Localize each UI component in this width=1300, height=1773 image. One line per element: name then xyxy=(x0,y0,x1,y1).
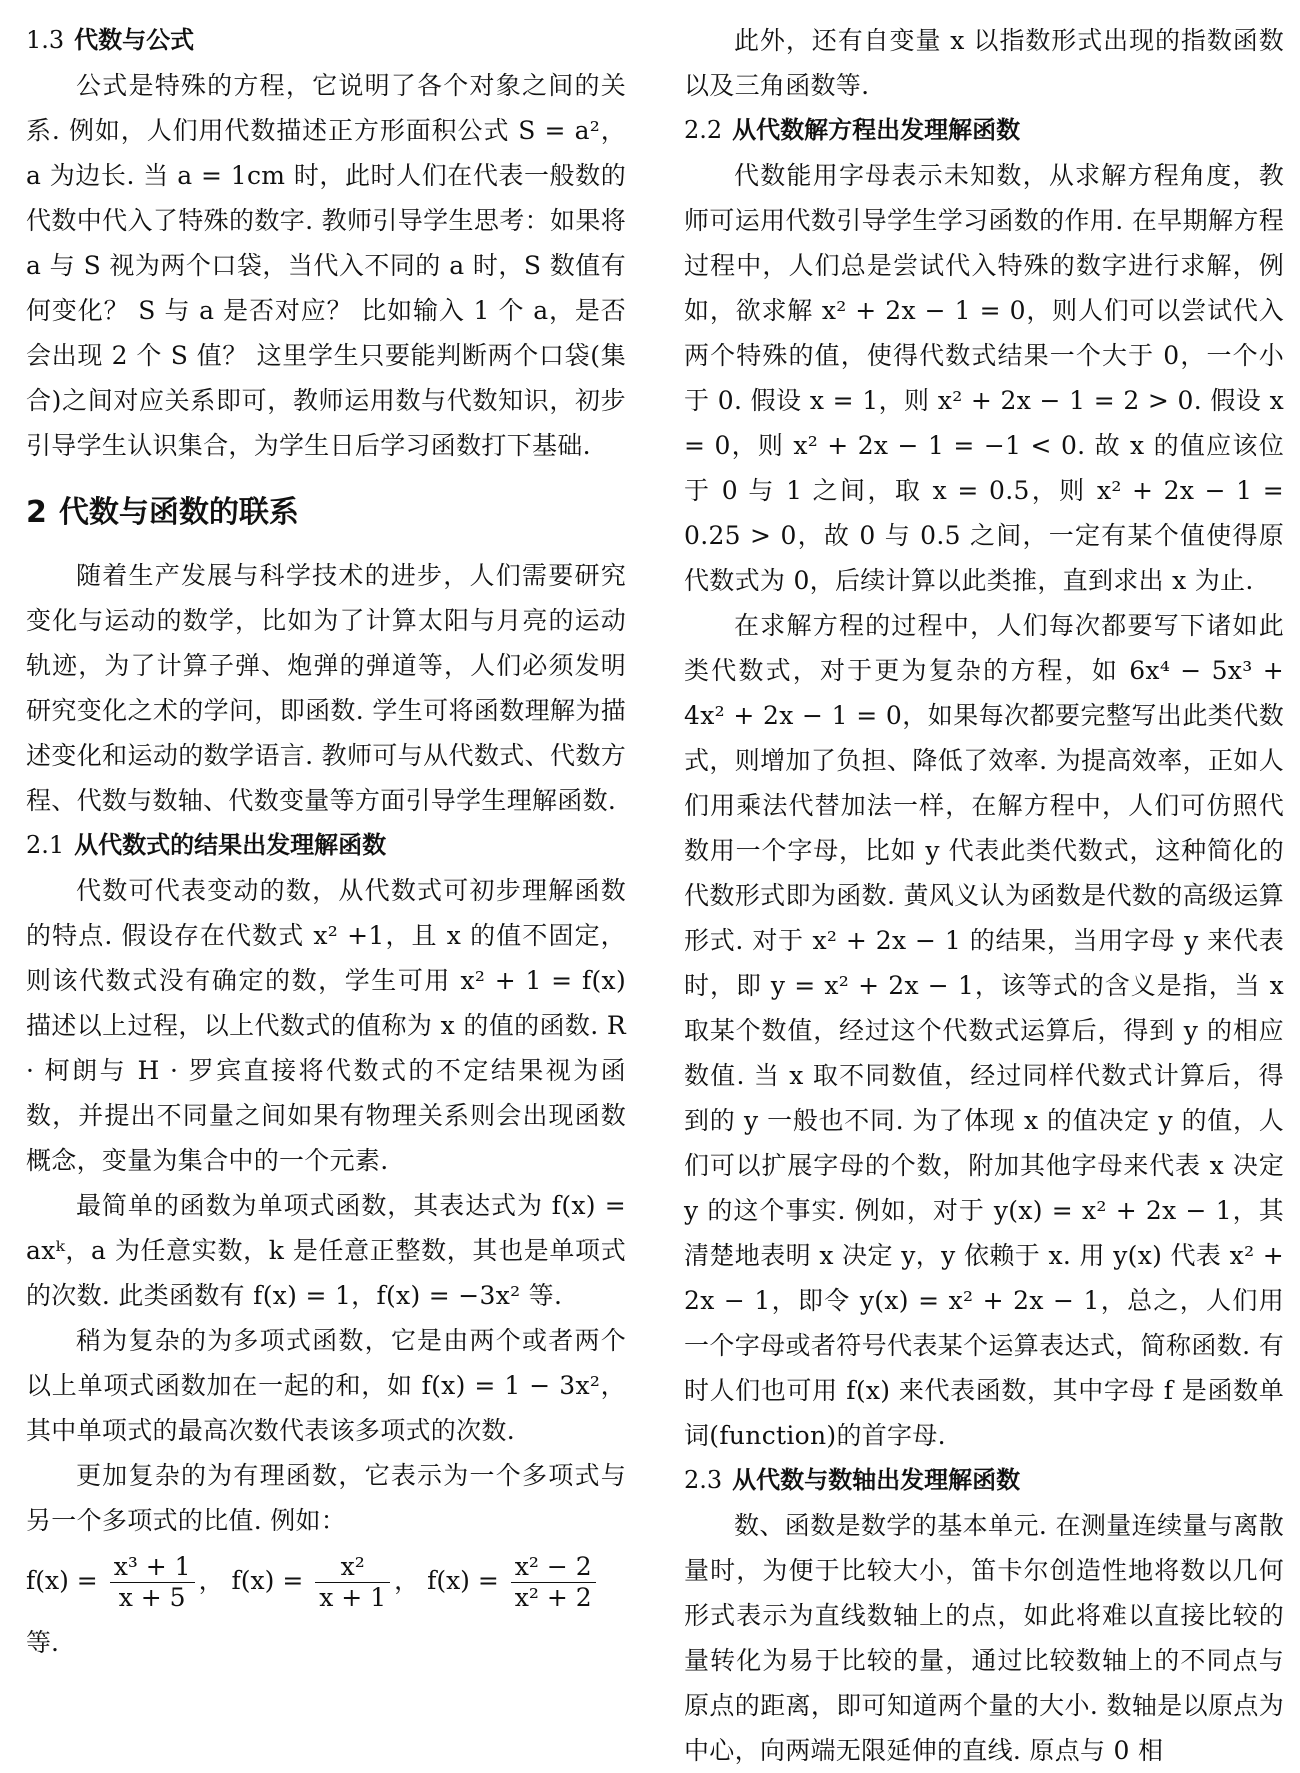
section-number: 2 xyxy=(26,495,47,530)
section-title: 从代数与数轴出发理解函数 xyxy=(732,1466,1021,1494)
paragraph: 随着生产发展与科学技术的进步，人们需要研究变化与运动的数学，比如为了计算太阳与月亮的运动轨迹，为了计算子弹、炮弹的弹道等，人们必须发明研究变化之术的学问，即函数. 学生可将函数理解为描述变化和运动的数学语言. 教师可与从代数式、代数方程、代数与数轴、代数变量等方面引导学生理解函数. xyxy=(26,561,626,815)
paragraph: 此外，还有自变量 x 以指数形式出现的指数函数以及三角函数等. xyxy=(684,26,1284,100)
formula-lhs: f(x) = xyxy=(427,1566,499,1595)
section-number: 1.3 xyxy=(26,26,65,54)
paragraph: 在求解方程的过程中，人们每次都要写下诸如此类代数式，对于更为复杂的方程，如 6x⁴ − 5x³ + 4x² + 2x − 1 = 0，如果每次都要完整写出此类代数式，则增加了负担、降低了效率. 为提高效率，正如人们用乘法代替加法一样，在解方程中，人们可仿照代数用一个字母，比如 y 代表此类代数式，这种简化的代数形式即为函数. 黄风义认为函数是代数的高级运算形式. 对于 x² + 2x − 1 的结果，当用字母 y 来代表时，即 y = x² + 2x − 1，该等式的含义是指，当 x 取某个数值，经过这个代数式运算后，得到 y 的相应数值. 当 x 取不同数值，经过同样代数式计算后，得到的 y 一般也不同. 为了体现 x 的值决定 y 的值，人们可以扩展字母的个数，附加其他字母来代表 x 决定 y 的这个事实. 例如，对于 y(x) = x² + 2x − 1，其清楚地表明 x 决定 y，y 依赖于 x. 用 y(x) 代表 x² + 2x − 1，即令 y(x) = x² + 2x − 1，总之，人们用一个字母或者符号代表某个运算表达式，简称函数. 有时人们也可用 f(x) 来代表函数，其中字母 f 是函数单词(function)的首字母. xyxy=(684,611,1284,1450)
section-number: 2.3 xyxy=(684,1466,723,1494)
section-title: 代数与公式 xyxy=(74,26,195,54)
section-number: 2.2 xyxy=(684,116,723,144)
formula-lhs: f(x) = xyxy=(26,1566,98,1595)
section-title: 代数与函数的联系 xyxy=(58,495,299,530)
section-heading-2-1 xyxy=(26,823,626,868)
paragraph: 代数可代表变动的数，从代数式可初步理解函数的特点. 假设存在代数式 x² +1，且 x 的值不固定，则该代数式没有确定的数，学生可用 x² + 1 = f(x) 描述以上过程，以上代数式的值称为 x 的值的函数. R · 柯朗与 H · 罗宾直接将代数式的不定结果视为函数，并提出不同量之间如果有物理关系则会出现函数概念，变量为集合中的一个元素. xyxy=(26,876,626,1175)
section-title: 从代数解方程出发理解函数 xyxy=(732,116,1021,144)
formula-end: 等. xyxy=(26,1628,59,1657)
paragraph: 更加复杂的为有理函数，它表示为一个多项式与另一个多项式的比值. 例如： xyxy=(26,1461,626,1535)
left-column xyxy=(26,18,626,1673)
fraction xyxy=(110,1552,195,1613)
denominator: x + 5 xyxy=(118,1583,186,1612)
denominator: x + 1 xyxy=(319,1583,387,1612)
section-heading-2-3 xyxy=(684,1458,1284,1503)
paragraph: 数、函数是数学的基本单元. 在测量连续量与离散量时，为便于比较大小，笛卡尔创造性地将数以几何形式表示为直线数轴上的点，如此将难以直接比较的量转化为易于比较的量，通过比较数轴上的不同点与原点的距离，即可知道两个量的大小. 数轴是以原点为中心，向两端无限延伸的直线. 原点与 0 相 xyxy=(684,1511,1284,1765)
denominator: x² + 2 xyxy=(514,1583,592,1612)
section-heading-2-2 xyxy=(684,108,1284,153)
paragraph: 公式是特殊的方程，它说明了各个对象之间的关系. 例如，人们用代数描述正方形面积公式 S = a²，a 为边长. 当 a = 1cm 时，此时人们在代表一般数的代数中代入了特殊的数字. 教师引导学生思考：如果将 a 与 S 视为两个口袋，当代入不同的 a 时，S 数值有何变化？ S 与 a 是否对应？ 比如输入 1 个 a，是否会出现 2 个 S 值？ 这里学生只要能判断两个口袋(集合)之间对应关系即可，教师运用数与代数知识，初步引导学生认识集合，为学生日后学习函数打下基础. xyxy=(26,71,626,460)
section-title: 从代数式的结果出发理解函数 xyxy=(74,831,387,859)
right-column xyxy=(684,18,1284,1773)
section-heading-1-3 xyxy=(26,18,626,63)
paragraph: 最简单的函数为单项式函数，其表达式为 f(x) = axᵏ，a 为任意实数，k 是任意正整数，其也是单项式的次数. 此类函数有 f(x) = 1，f(x) = −3x² 等. xyxy=(26,1191,626,1310)
rational-function-examples: f(x) = $\frac{\text{x³ + 1}}{x + 5}$ ， f(x) = $\frac{\text{x²}}{x + 1}$ ， f(x) = $\frac{\text{x² − 2}}{\text{x² + 2}}$ 等. xyxy=(26,1551,626,1673)
formula-lhs: f(x) = xyxy=(231,1566,304,1595)
section-heading-2 xyxy=(26,490,626,535)
paragraph: 稍为复杂的为多项式函数，它是由两个或者两个以上单项式函数加在一起的和，如 f(x) = 1 − 3x²，其中单项式的最高次数代表该多项式的次数. xyxy=(26,1326,626,1445)
section-number: 2.1 xyxy=(26,831,65,859)
fraction xyxy=(315,1552,390,1613)
numerator: x³ + 1 xyxy=(110,1552,195,1583)
numerator: x² xyxy=(315,1552,390,1583)
fraction xyxy=(511,1552,596,1613)
numerator: x² − 2 xyxy=(511,1552,596,1583)
paragraph: 代数能用字母表示未知数，从求解方程角度，教师可运用代数引导学生学习函数的作用. 在早期解方程过程中，人们总是尝试代入特殊的数字进行求解，例如，欲求解 x² + 2x − 1 = 0，则人们可以尝试代入两个特殊的值，使得代数式结果一个大于 0，一个小于 0. 假设 x = 1，则 x² + 2x − 1 = 2 > 0. 假设 x = 0，则 x² + 2x − 1 = −1 < 0. 故 x 的值应该位于 0 与 1 之间，取 x = 0.5，则 x² + 2x − 1 = 0.25 > 0，故 0 与 0.5 之间，一定有某个值使得原代数式为 0，后续计算以此类推，直到求出 x 为止. xyxy=(684,161,1284,595)
